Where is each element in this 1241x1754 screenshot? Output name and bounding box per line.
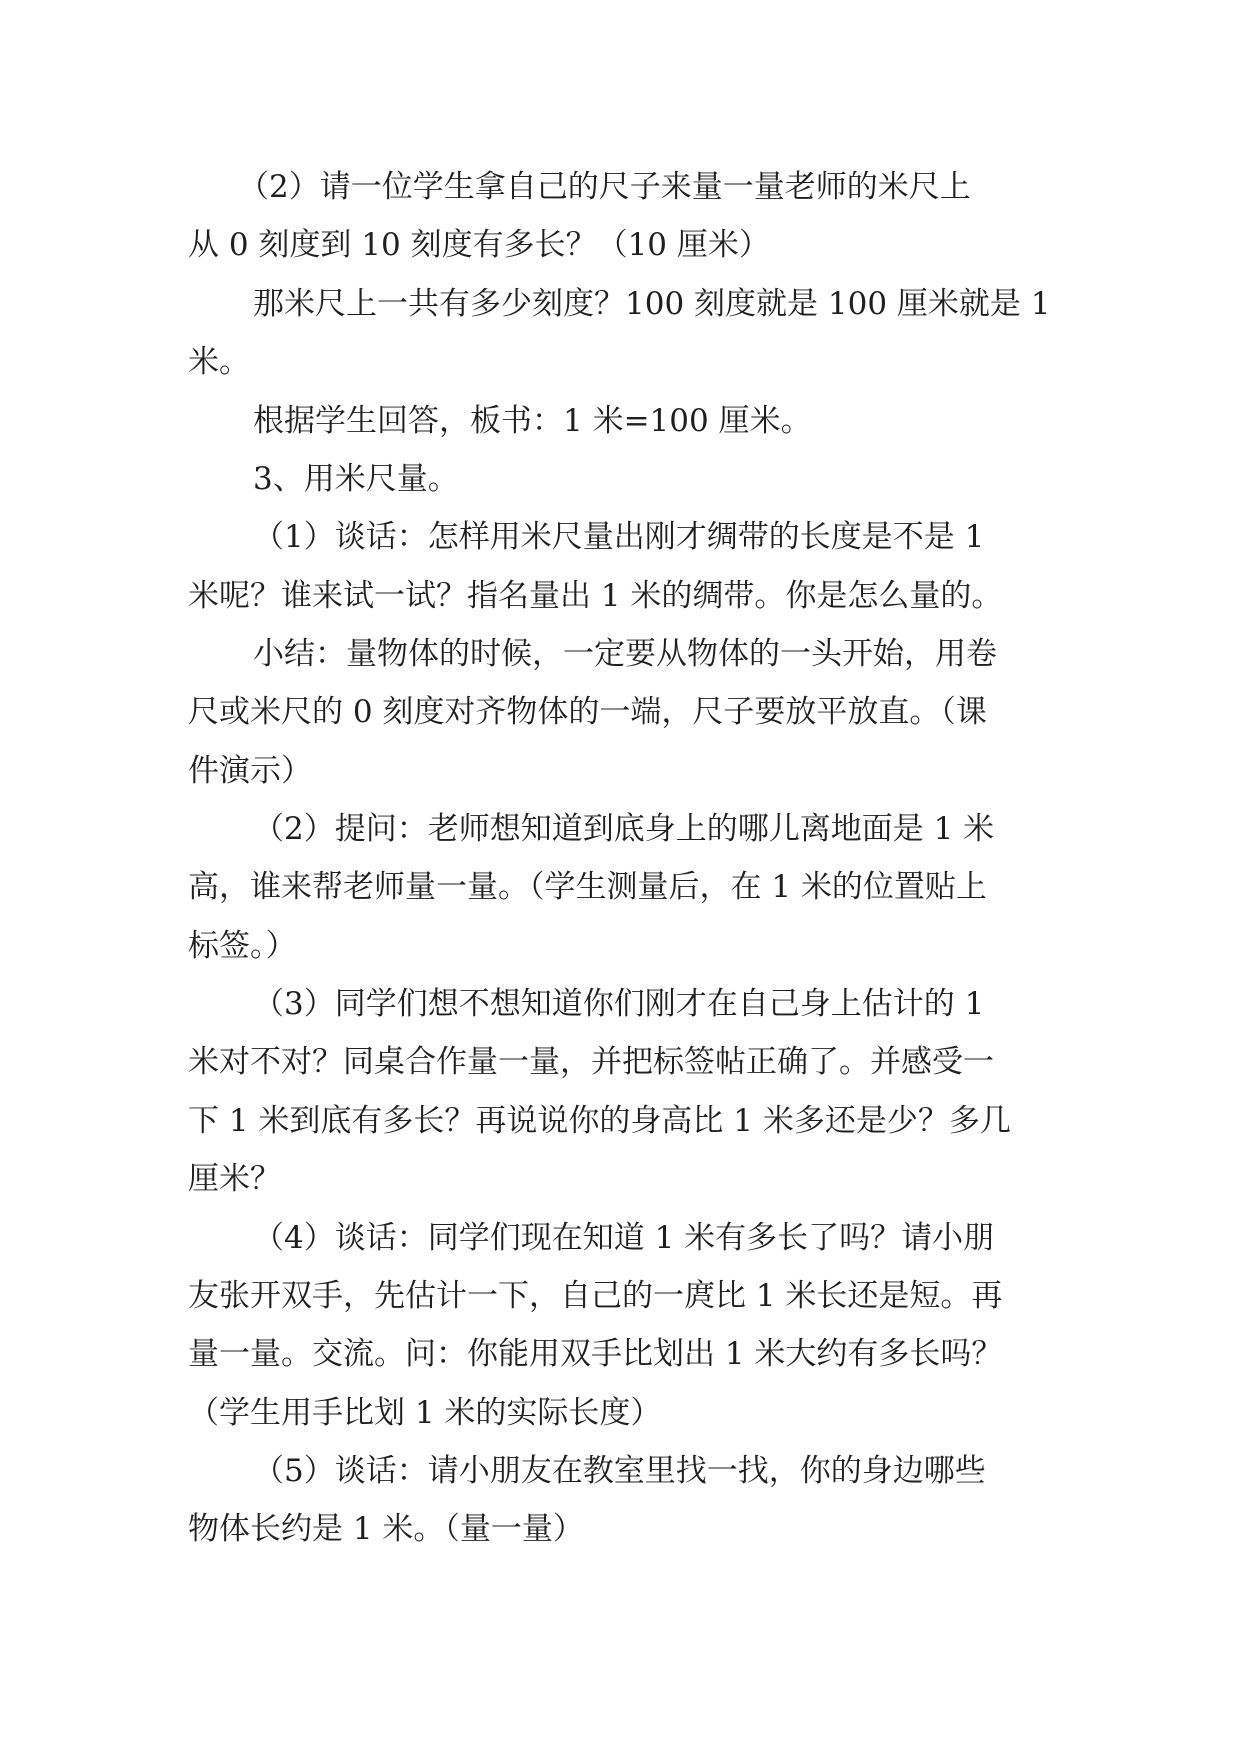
text-line: （2）提问：老师想知道到底身上的哪儿离地面是 1 米 xyxy=(253,811,995,847)
text-line: 那米尺上一共有多少刻度？100 刻度就是 100 厘米就是 1 xyxy=(253,286,1051,322)
text-line: 件演示） xyxy=(188,753,312,789)
text-line: （2）请一位学生拿自己的尺子来量一量老师的米尺上 xyxy=(238,169,971,205)
text-line: （1）谈话：怎样用米尺量出刚才绸带的长度是不是 1 xyxy=(253,519,985,555)
text-line: 米呢？谁来试一试？指名量出 1 米的绸带。你是怎么量的。 xyxy=(188,578,1003,614)
text-line: （4）谈话：同学们现在知道 1 米有多长了吗？请小朋 xyxy=(253,1220,995,1256)
text-line: 从 0 刻度到 10 刻度有多长？（10 厘米） xyxy=(188,227,770,263)
text-line: 物体长约是 1 米。（量一量） xyxy=(188,1511,584,1547)
text-line: 米对不对？同桌合作量一量，并把标签帖正确了。并感受一 xyxy=(188,1044,994,1080)
text-line: 3、用米尺量。 xyxy=(253,461,459,497)
text-line: 下 1 米到底有多长？再说说你的身高比 1 米多还是少？多几 xyxy=(188,1103,1011,1139)
text-line: 高，谁来帮老师量一量。（学生测量后，在 1 米的位置贴上 xyxy=(188,869,987,905)
text-line: 标签。） xyxy=(188,928,297,964)
text-line: （学生用手比划 1 米的实际长度） xyxy=(188,1395,662,1431)
text-line: 友张开双手，先估计一下，自己的一庹比 1 米长还是短。再 xyxy=(188,1278,1003,1314)
text-line: （3）同学们想不想知道你们刚才在自己身上估计的 1 xyxy=(253,986,985,1022)
text-line: 量一量。交流。问：你能用双手比划出 1 米大约有多长吗？ xyxy=(188,1336,1003,1372)
text-line: 米。 xyxy=(188,344,250,380)
text-line: （5）谈话：请小朋友在教室里找一找，你的身边哪些 xyxy=(253,1453,986,1489)
text-line: 小结：量物体的时候，一定要从物体的一头开始，用卷 xyxy=(253,636,997,672)
text-line: 尺或米尺的 0 刻度对齐物体的一端，尺子要放平放直。（课 xyxy=(188,694,987,730)
text-line: 厘米？ xyxy=(188,1161,281,1197)
text-line: 根据学生回答，板书：1 米=100 厘米。 xyxy=(253,403,812,439)
